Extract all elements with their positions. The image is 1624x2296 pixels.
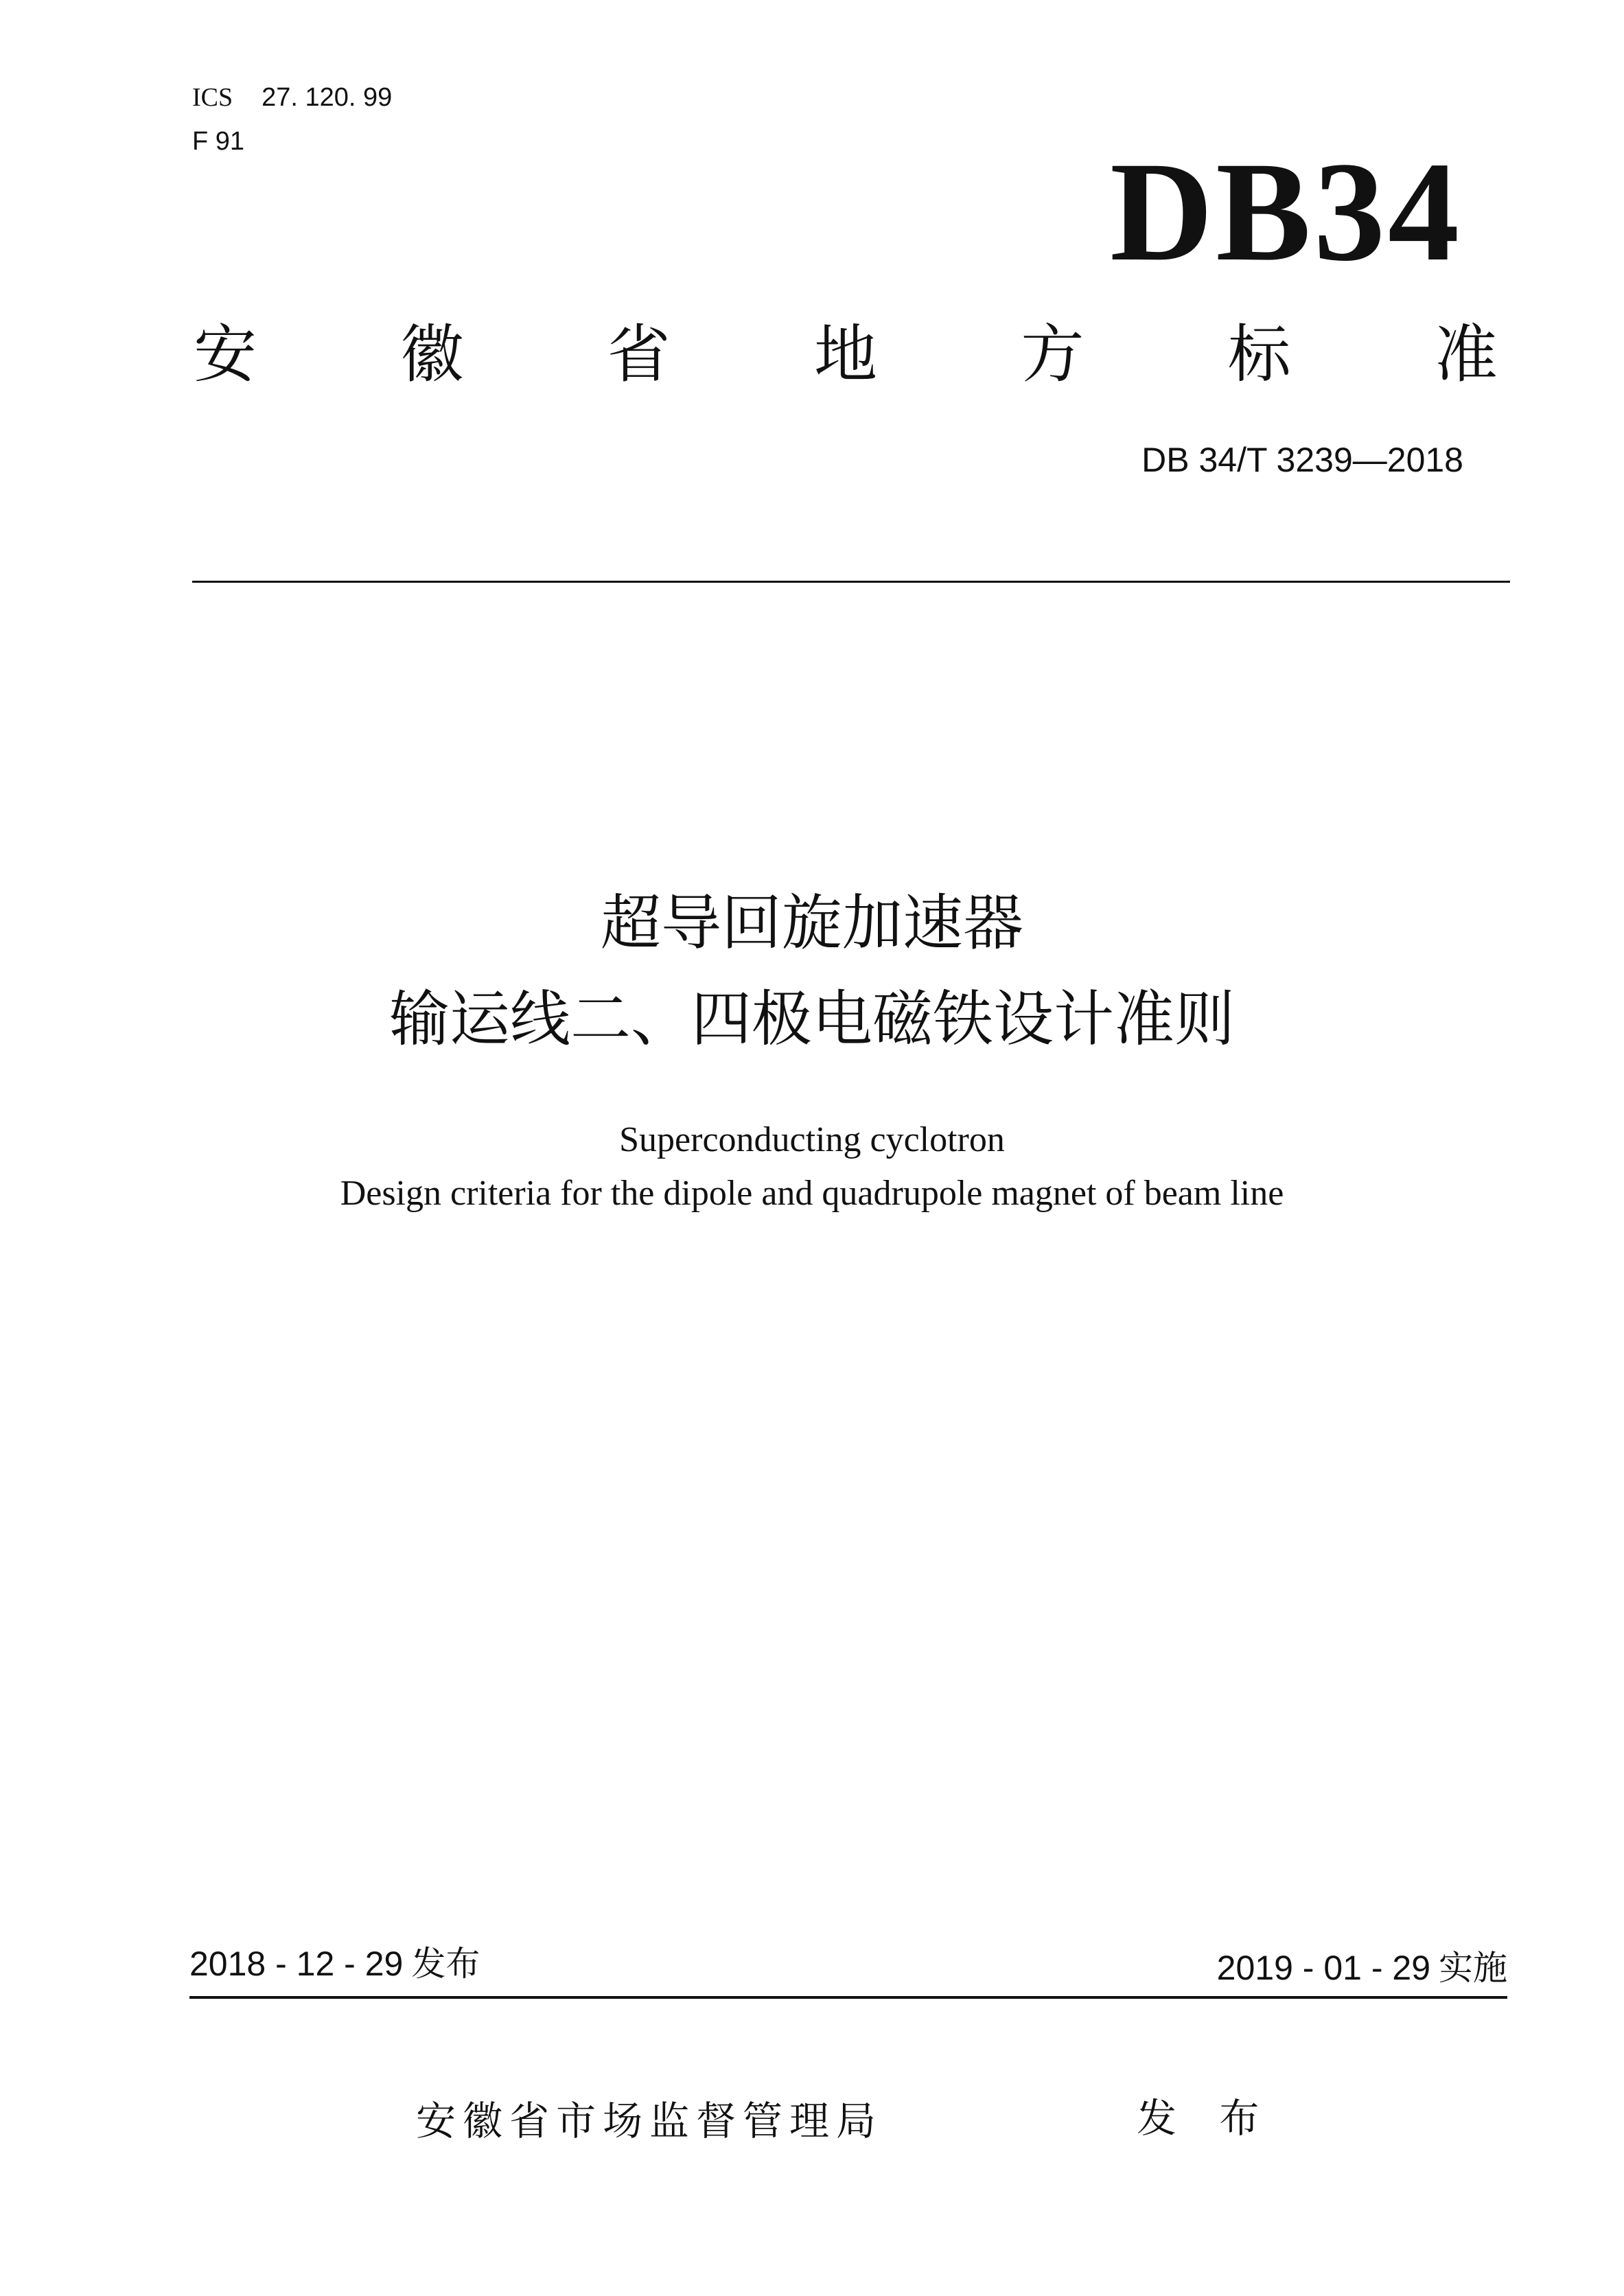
publish-label: 发 布 xyxy=(1137,2095,1275,2142)
standard-type-char: 标 xyxy=(1227,318,1291,391)
standard-type-char: 地 xyxy=(813,318,877,391)
standard-type-char: 省 xyxy=(607,318,671,391)
implementation-date xyxy=(1217,1947,1507,1989)
publishing-authority: 安徽省市场监督管理局 xyxy=(416,2098,883,2144)
implementation-date-label: 实施 xyxy=(1439,1948,1507,1988)
issue-date xyxy=(189,1943,480,1985)
ics-line xyxy=(192,81,392,114)
chinese-title-line-1: 超导回旋加速器 xyxy=(600,888,1023,958)
english-title-line-2: Design criteria for the dipole and quadrupole magnet of beam line xyxy=(340,1174,1284,1213)
db34-logo: DB34 xyxy=(1110,132,1462,290)
english-title-line-1: Superconducting cyclotron xyxy=(619,1120,1005,1159)
standard-number: DB 34/T 3239—2018 xyxy=(1141,441,1463,479)
issue-date-value: 2018 - 12 - 29 xyxy=(189,1945,404,1983)
header-divider xyxy=(192,581,1510,583)
standard-type-char: 准 xyxy=(1434,318,1498,391)
chinese-title-line-2: 输运线二、四极电磁铁设计准则 xyxy=(388,984,1235,1054)
standard-type-heading xyxy=(194,317,1498,393)
standard-type-char: 安 xyxy=(194,318,257,391)
implementation-date-value: 2019 - 01 - 29 xyxy=(1216,1949,1430,1987)
ics-code: 27. 120. 99 xyxy=(262,83,393,112)
footer-divider xyxy=(189,1996,1507,1999)
standard-type-char: 徽 xyxy=(400,318,464,391)
issue-date-label: 发布 xyxy=(411,1944,480,1984)
ics-label: ICS xyxy=(192,83,233,112)
classification-code: F 91 xyxy=(192,127,245,156)
standard-type-char: 方 xyxy=(1021,318,1084,391)
